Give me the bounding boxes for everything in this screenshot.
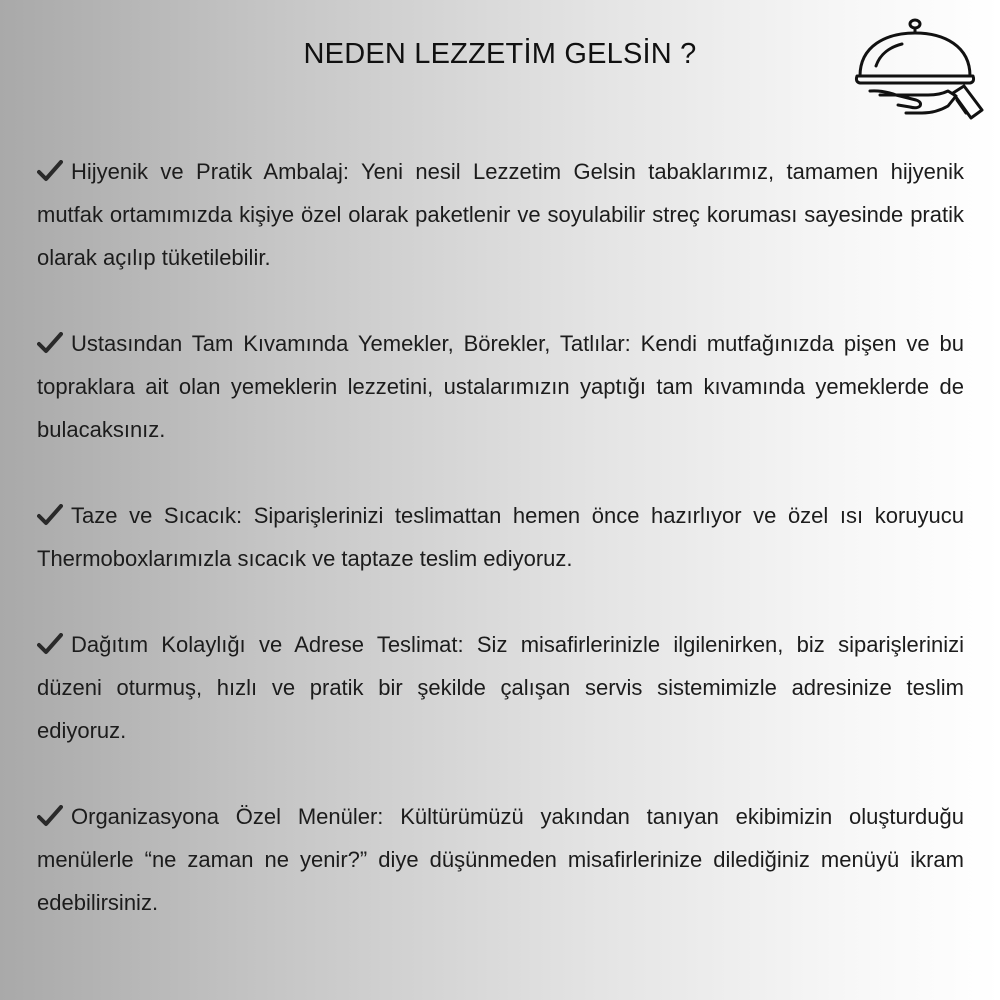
feature-text: Hijyenik ve Pratik Ambalaj: Yeni nesil Lezzetim Gelsin tabaklarımız, tamamen hijyenik mutfak ortamımızda kişiye özel olarak paketlenir ve soyulabilir streç koruması sayesinde pratik olarak açılıp tüketilebilir. bbox=[37, 159, 964, 270]
checkmark-icon bbox=[37, 633, 63, 655]
checkmark-icon bbox=[37, 160, 63, 182]
feature-item-fresh-hot bbox=[37, 494, 964, 580]
feature-item-delivery bbox=[37, 623, 964, 752]
feature-item-custom-menus bbox=[37, 795, 964, 924]
feature-text: Dağıtım Kolaylığı ve Adrese Teslimat: Siz misafirlerinizle ilgilenirken, biz siparişlerinizi düzeni oturmuş, hızlı ve pratik bir şekilde çalışan servis sistemimizle adresinize teslim ediyoruz. bbox=[37, 632, 964, 743]
feature-text: Organizasyona Özel Menüler: Kültürümüzü yakından tanıyan ekibimizin oluşturduğu menülerle “ne zaman ne yenir?” diye düşünmeden misafirlerinize dilediğiniz menüyü ikram edebilirsiniz. bbox=[37, 804, 964, 915]
checkmark-icon bbox=[37, 805, 63, 827]
feature-text: Ustasından Tam Kıvamında Yemekler, Börekler, Tatlılar: Kendi mutfağınızda pişen ve bu topraklara ait olan yemeklerin lezzetini, ustalarımızın yaptığı tam kıvamında yemeklerde de bulacaksınız. bbox=[37, 331, 964, 442]
feature-text: Taze ve Sıcacık: Siparişlerinizi teslimattan hemen önce hazırlıyor ve özel ısı koruyucu Thermoboxlarımızla sıcacık ve taptaze teslim ediyoruz. bbox=[37, 503, 964, 571]
page-title: NEDEN LEZZETİM GELSİN ? bbox=[303, 38, 697, 70]
feature-item-master-chefs bbox=[37, 322, 964, 451]
cloche-serving-hand-icon bbox=[852, 16, 984, 132]
checkmark-icon bbox=[37, 332, 63, 354]
feature-item-hygiene bbox=[37, 150, 964, 279]
checkmark-icon bbox=[37, 504, 63, 526]
